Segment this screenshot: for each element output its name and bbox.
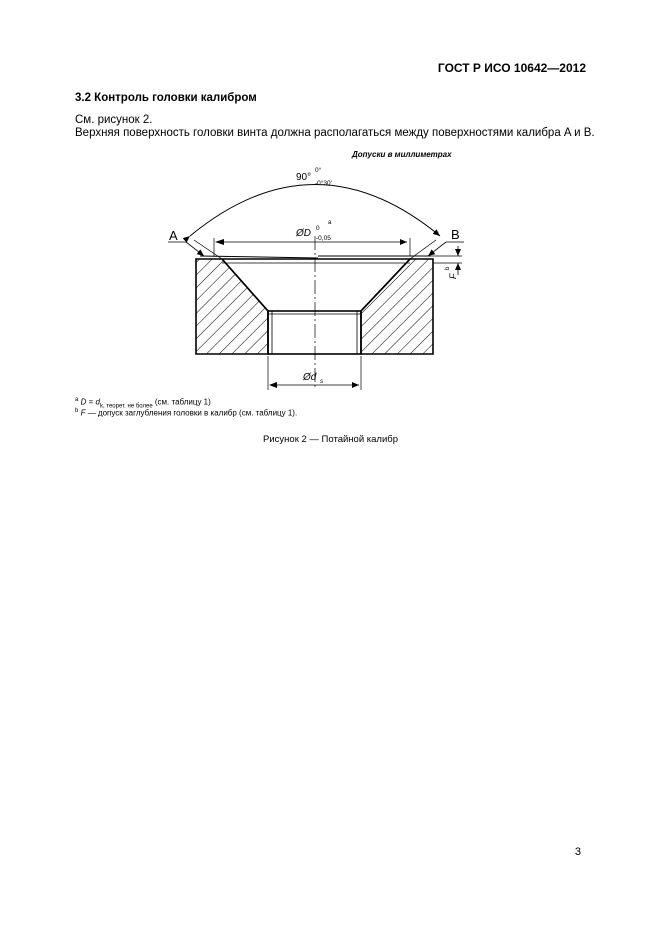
standard-number: ГОСТ Р ИСО 10642—2012 xyxy=(437,61,586,75)
angle-arc xyxy=(190,185,440,237)
footnote-a-equals: = xyxy=(86,397,96,407)
paragraph-requirement: Верхняя поверхность головки винта должна располагаться между поверхностями калибра A и B. xyxy=(75,127,595,139)
angle-upper-tol: 0° xyxy=(315,167,322,174)
dimension-d-label: ØD xyxy=(296,228,311,239)
dimension-d-lower-tol: -0,05 xyxy=(316,235,331,242)
figure-caption: Рисунок 2 — Потайной калибр xyxy=(263,434,398,445)
footnote-b xyxy=(75,408,297,418)
dimension-f-label: F xyxy=(448,273,458,279)
footnote-b-text: — допуск заглубления головки в калибр (см. таблицу 1). xyxy=(85,408,298,418)
dimension-ds-label: Ød xyxy=(303,372,317,383)
dimension-d-note: a xyxy=(328,220,332,226)
footnote-a-subscript: k, теорет. не более xyxy=(99,403,153,410)
bore xyxy=(268,311,361,354)
dimension-f-note: b xyxy=(445,266,451,270)
footnote-a-mark: a xyxy=(75,397,79,403)
footnote-b-var-f: F xyxy=(80,408,86,418)
gauge-left-section xyxy=(196,259,268,354)
dimension-d-upper-tol: 0 xyxy=(316,225,320,232)
footnote-a-var-dk: d xyxy=(95,397,100,407)
angle-lower-tol: -0°30' xyxy=(315,180,332,187)
label-a: A xyxy=(169,228,178,243)
page-number: 3 xyxy=(574,846,581,858)
footnote-a-text: (см. таблицу 1) xyxy=(152,397,211,407)
label-b: B xyxy=(451,227,460,242)
paragraph-reference: См. рисунок 2. xyxy=(75,114,153,126)
footnote-b-mark: b xyxy=(75,408,79,414)
countersunk-gauge-drawing xyxy=(0,0,661,400)
tolerance-units-note: Допуски в миллиметрах xyxy=(352,150,452,159)
section-heading: 3.2 Контроль головки калибром xyxy=(75,92,257,104)
angle-label: 90° xyxy=(296,172,312,183)
footnote-a-var-d: D xyxy=(80,397,87,407)
dimension-ds-sub: s xyxy=(320,378,324,385)
